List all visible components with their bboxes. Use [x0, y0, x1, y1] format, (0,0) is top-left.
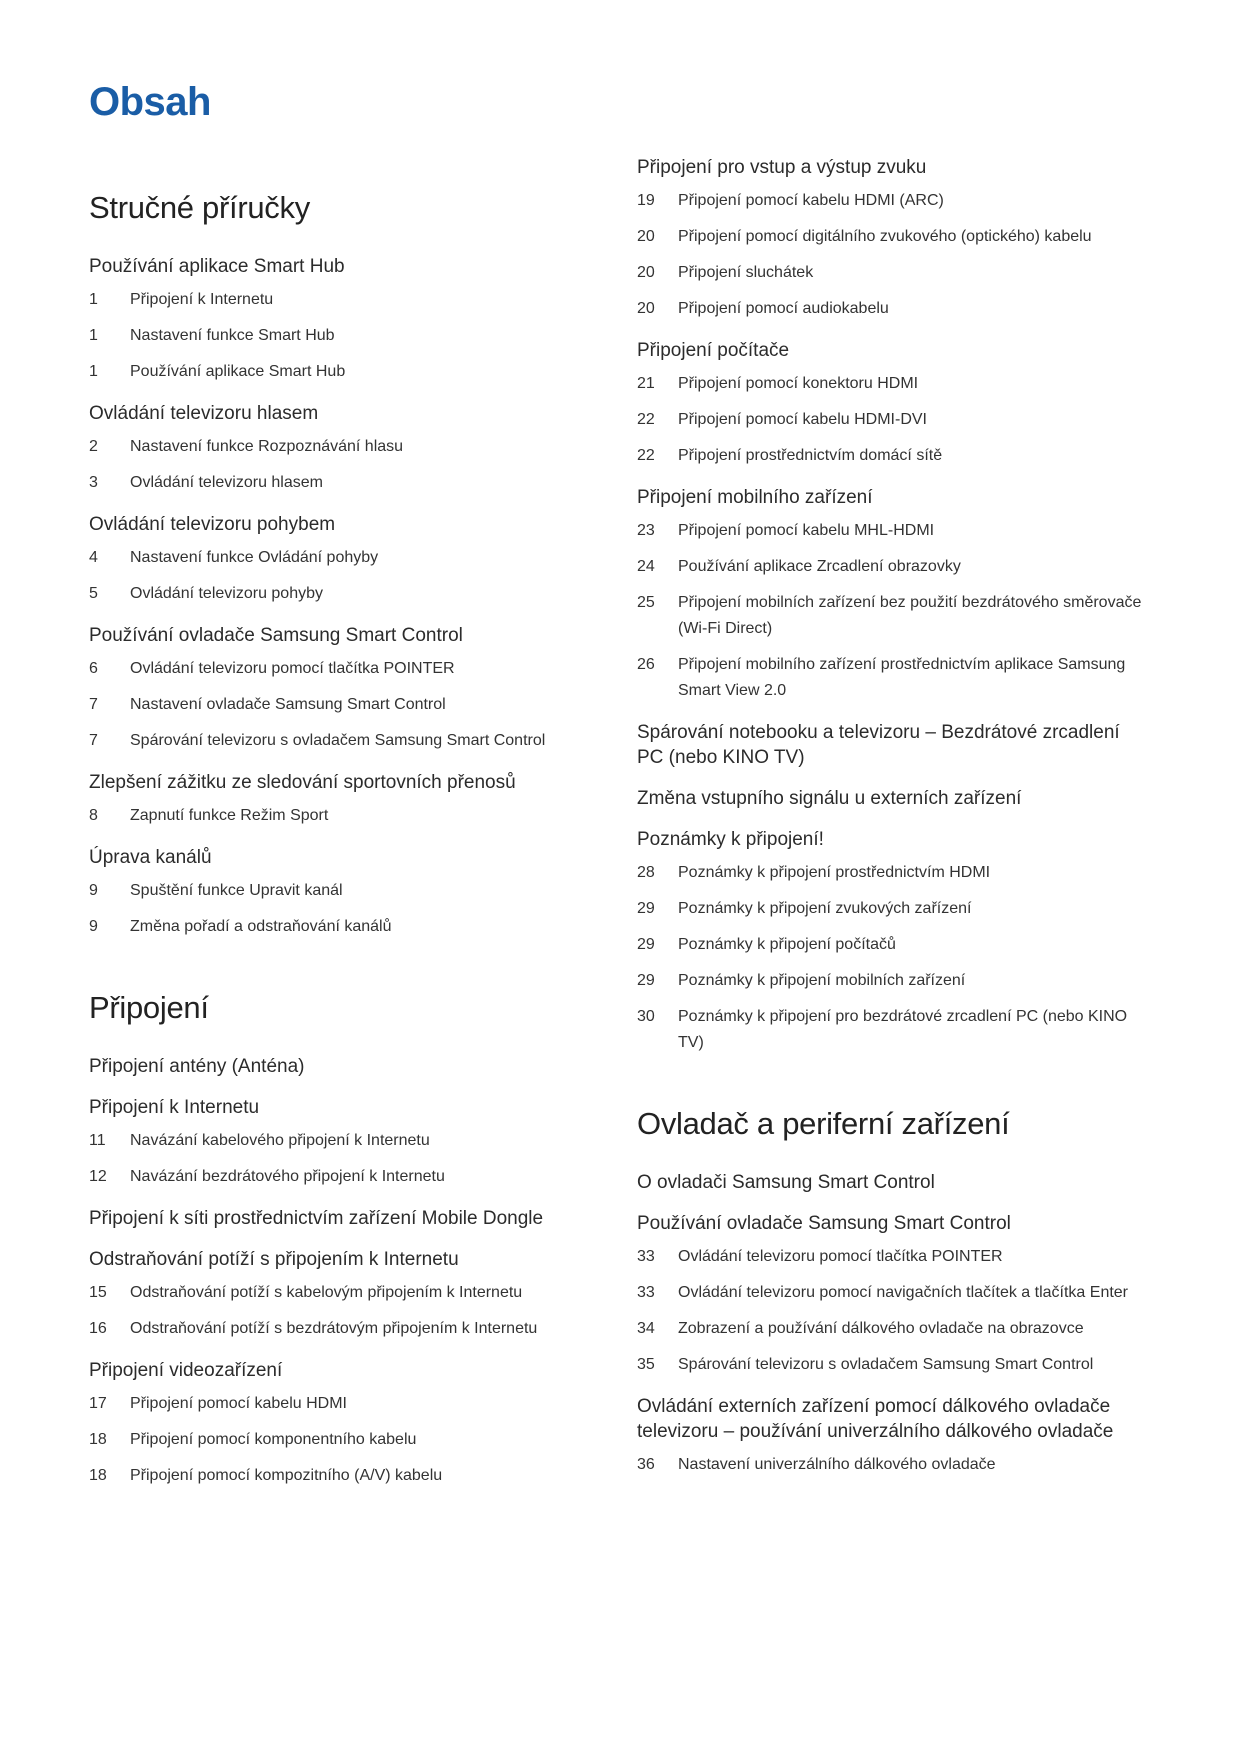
entry-title: Zapnutí funkce Režim Sport: [130, 807, 329, 824]
entry-title: Odstraňování potíží s bezdrátovým připojením k Internetu: [130, 1320, 538, 1337]
page-number: 1: [89, 327, 98, 344]
toc-entry[interactable]: [89, 1427, 599, 1453]
toc-entry[interactable]: [637, 896, 1147, 922]
entry-title: Nastavení univerzálního dálkového ovladače: [678, 1456, 996, 1473]
toc-entry[interactable]: [637, 518, 1147, 544]
page-number: 9: [89, 882, 98, 899]
section-title-link[interactable]: Připojení počítače: [637, 340, 790, 361]
page-number: 1: [89, 363, 98, 380]
toc-entry[interactable]: [89, 1164, 599, 1190]
toc-section: [89, 845, 599, 940]
page-number: 29: [637, 936, 655, 953]
page-number: 7: [89, 696, 98, 713]
entry-title: Navázání bezdrátového připojení k Internetu: [130, 1168, 445, 1185]
toc-entry[interactable]: [89, 878, 599, 904]
toc-section: [89, 1206, 599, 1231]
entry-title: Připojení pomocí kabelu HDMI-DVI: [678, 411, 927, 428]
entry-title: Připojení pomocí konektoru HDMI: [678, 375, 919, 392]
page-number: 12: [89, 1168, 107, 1185]
toc-entry[interactable]: [89, 1463, 599, 1489]
toc-entry[interactable]: [89, 656, 599, 682]
section-title-link[interactable]: Připojení pro vstup a výstup zvuku: [637, 157, 927, 178]
toc-section: [89, 770, 599, 829]
page-number: 21: [637, 375, 655, 392]
section-title-link[interactable]: Odstraňování potíží s připojením k Internetu: [89, 1249, 459, 1270]
toc-entry[interactable]: [89, 323, 599, 349]
entry-title: Poznámky k připojení mobilních zařízení: [678, 972, 966, 989]
page-number: 36: [637, 1456, 655, 1473]
page-number: 35: [637, 1356, 655, 1373]
section-title-link[interactable]: Zlepšení zážitku ze sledování sportovních přenosů: [89, 772, 516, 793]
toc-entry[interactable]: [637, 1244, 1147, 1270]
section-title-link[interactable]: Připojení videozařízení: [89, 1360, 283, 1381]
section-title-link[interactable]: Používání aplikace Smart Hub: [89, 256, 345, 277]
entry-title: Ovládání televizoru pohyby: [130, 585, 323, 602]
section-title-link[interactable]: O ovladači Samsung Smart Control: [637, 1172, 935, 1193]
toc-entry[interactable]: [637, 1004, 1147, 1056]
entry-title: Poznámky k připojení počítačů: [678, 936, 896, 953]
entry-title: Připojení pomocí kabelu HDMI: [130, 1395, 347, 1412]
toc-section: [89, 401, 599, 496]
entry-title: Připojení pomocí komponentního kabelu: [130, 1431, 417, 1448]
toc-entry[interactable]: [637, 407, 1147, 433]
section-title-link[interactable]: Úprava kanálů: [89, 847, 212, 868]
entry-title: Ovládání televizoru pomocí tlačítka POINTER: [678, 1248, 1003, 1265]
toc-section: [89, 1054, 599, 1079]
page-number: 33: [637, 1248, 655, 1265]
page-number: 16: [89, 1320, 107, 1337]
toc-entry[interactable]: [89, 359, 599, 385]
entry-title: Ovládání televizoru pomocí tlačítka POINTER: [130, 660, 455, 677]
toc-section: [637, 786, 1147, 811]
toc-right-column: [637, 155, 1147, 1478]
entry-title: Připojení sluchátek: [678, 264, 814, 281]
toc-section: [637, 338, 1147, 469]
toc-entry[interactable]: [89, 287, 599, 313]
page-number: 18: [89, 1467, 107, 1484]
entry-title: Spárování televizoru s ovladačem Samsung Smart Control: [678, 1356, 1094, 1373]
page-number: 29: [637, 900, 655, 917]
toc-entry[interactable]: [89, 470, 599, 496]
page-number: 28: [637, 864, 655, 881]
toc-entry[interactable]: [637, 188, 1147, 214]
toc-entry[interactable]: [89, 1280, 599, 1306]
toc-section: [637, 485, 1147, 704]
toc-entry[interactable]: [637, 590, 1147, 642]
entry-title: Připojení k Internetu: [130, 291, 274, 308]
entry-title: Poznámky k připojení zvukových zařízení: [678, 900, 972, 917]
entry-title: Navázání kabelového připojení k Internetu: [130, 1132, 430, 1149]
page-number: 7: [89, 732, 98, 749]
section-title-link[interactable]: Připojení antény (Anténa): [89, 1056, 305, 1077]
toc-entry[interactable]: [637, 1280, 1147, 1306]
section-title-link[interactable]: Používání ovladače Samsung Smart Control: [89, 625, 463, 646]
page-number: 3: [89, 474, 98, 491]
toc-entry[interactable]: [637, 224, 1147, 250]
page-number: 22: [637, 447, 655, 464]
page-number: 30: [637, 1008, 655, 1025]
entry-title: Používání aplikace Zrcadlení obrazovky: [678, 558, 961, 575]
page-number: 20: [637, 264, 655, 281]
page-number: 23: [637, 522, 655, 539]
toc-section: [89, 254, 599, 385]
entry-title: Připojení pomocí audiokabelu: [678, 300, 889, 317]
entry-title: Připojení mobilních zařízení bez použití bezdrátového směrovače (Wi-Fi Direct): [678, 594, 1142, 637]
page-number: 9: [89, 918, 98, 935]
toc-section: [637, 155, 1147, 322]
page-number: 15: [89, 1284, 107, 1301]
section-title-link[interactable]: Spárování notebooku a televizoru – Bezdrátové zrcadlení PC (nebo KINO TV): [637, 722, 1120, 768]
page-number: 22: [637, 411, 655, 428]
entry-title: Připojení mobilního zařízení prostřednictvím aplikace Samsung Smart View 2.0: [678, 656, 1126, 699]
entry-title: Připojení pomocí digitálního zvukového (optického) kabelu: [678, 228, 1092, 245]
page-number: 1: [89, 291, 98, 308]
page-number: 20: [637, 300, 655, 317]
chapter-heading[interactable]: Připojení: [89, 990, 209, 1025]
page-number: 2: [89, 438, 98, 455]
entry-title: Zobrazení a používání dálkového ovladače na obrazovce: [678, 1320, 1084, 1337]
toc-section: [637, 827, 1147, 1056]
entry-title: Nastavení ovladače Samsung Smart Control: [130, 696, 446, 713]
entry-title: Nastavení funkce Rozpoznávání hlasu: [130, 438, 404, 455]
section-title-link[interactable]: Ovládání externích zařízení pomocí dálkového ovladače televizoru – používání univerzálního dálkového ovladače: [637, 1396, 1114, 1442]
entry-title: Nastavení funkce Smart Hub: [130, 327, 335, 344]
section-title-link[interactable]: Ovládání televizoru pohybem: [89, 514, 336, 535]
entry-title: Připojení pomocí kabelu HDMI (ARC): [678, 192, 944, 209]
page-number: 19: [637, 192, 655, 209]
toc-section: [637, 1170, 1147, 1195]
page-number: 33: [637, 1284, 655, 1301]
toc-entry[interactable]: [637, 371, 1147, 397]
section-title-link[interactable]: Připojení mobilního zařízení: [637, 487, 873, 508]
chapter-heading[interactable]: Ovladač a periferní zařízení: [637, 1106, 1010, 1141]
page-number: 5: [89, 585, 98, 602]
toc-section: [89, 1247, 599, 1342]
page-number: 6: [89, 660, 98, 677]
toc-section: [89, 623, 599, 754]
toc-entry[interactable]: [637, 554, 1147, 580]
toc-entry[interactable]: [637, 652, 1147, 704]
toc-entry[interactable]: [637, 443, 1147, 469]
page-number: 8: [89, 807, 98, 824]
toc-entry[interactable]: [89, 1128, 599, 1154]
section-title-link[interactable]: Ovládání televizoru hlasem: [89, 403, 319, 424]
toc-entry[interactable]: [637, 860, 1147, 886]
toc-entry[interactable]: [637, 968, 1147, 994]
entry-title: Připojení pomocí kabelu MHL-HDMI: [678, 522, 935, 539]
section-title-link[interactable]: Změna vstupního signálu u externích zařízení: [637, 788, 1022, 809]
toc-section: [89, 512, 599, 607]
entry-title: Ovládání televizoru pomocí navigačních tlačítek a tlačítka Enter: [678, 1284, 1129, 1301]
page-title: Obsah: [89, 80, 211, 124]
entry-title: Poznámky k připojení prostřednictvím HDMI: [678, 864, 991, 881]
entry-title: Připojení prostřednictvím domácí sítě: [678, 447, 943, 464]
entry-title: Změna pořadí a odstraňování kanálů: [130, 918, 392, 935]
page-number: 34: [637, 1320, 655, 1337]
toc-entry[interactable]: [89, 803, 599, 829]
section-title-link[interactable]: Připojení k síti prostřednictvím zařízení Mobile Dongle: [89, 1208, 544, 1229]
entry-title: Poznámky k připojení pro bezdrátové zrcadlení PC (nebo KINO TV): [678, 1008, 1128, 1051]
toc-entry[interactable]: [637, 260, 1147, 286]
entry-title: Spárování televizoru s ovladačem Samsung Smart Control: [130, 732, 546, 749]
toc-entry[interactable]: [89, 1316, 599, 1342]
entry-title: Spuštění funkce Upravit kanál: [130, 882, 343, 899]
toc-entry[interactable]: [89, 914, 599, 940]
page-number: 29: [637, 972, 655, 989]
page-number: 18: [89, 1431, 107, 1448]
toc-entry[interactable]: [89, 692, 599, 718]
toc-section: [89, 1095, 599, 1190]
page-number: 24: [637, 558, 655, 575]
entry-title: Ovládání televizoru hlasem: [130, 474, 323, 491]
section-title-link[interactable]: Poznámky k připojení!: [637, 829, 824, 850]
page-number: 20: [637, 228, 655, 245]
toc-section: [89, 1358, 599, 1489]
toc-left-column: [89, 188, 599, 1489]
page-number: 17: [89, 1395, 107, 1412]
page-number: 26: [637, 656, 655, 673]
page-number: 4: [89, 549, 98, 566]
chapter-heading[interactable]: Stručné příručky: [89, 190, 310, 225]
toc-entry[interactable]: [89, 1391, 599, 1417]
toc-section: [637, 720, 1147, 770]
entry-title: Používání aplikace Smart Hub: [130, 363, 346, 380]
entry-title: Nastavení funkce Ovládání pohyby: [130, 549, 379, 566]
page-number: 25: [637, 594, 655, 611]
section-title-link[interactable]: Používání ovladače Samsung Smart Control: [637, 1213, 1011, 1234]
toc-entry[interactable]: [89, 545, 599, 571]
section-title-link[interactable]: Připojení k Internetu: [89, 1097, 260, 1118]
page-number: 11: [89, 1132, 106, 1149]
toc-entry[interactable]: [89, 728, 599, 754]
entry-title: Odstraňování potíží s kabelovým připojením k Internetu: [130, 1284, 523, 1301]
toc-section: [637, 1394, 1147, 1478]
toc-entry[interactable]: [89, 581, 599, 607]
toc-entry[interactable]: [89, 434, 599, 460]
toc-entry[interactable]: [637, 1452, 1147, 1478]
toc-entry[interactable]: [637, 932, 1147, 958]
entry-title: Připojení pomocí kompozitního (A/V) kabelu: [130, 1467, 443, 1484]
toc-entry[interactable]: [637, 296, 1147, 322]
toc-entry[interactable]: [637, 1352, 1147, 1378]
toc-section: [637, 1211, 1147, 1378]
toc-entry[interactable]: [637, 1316, 1147, 1342]
